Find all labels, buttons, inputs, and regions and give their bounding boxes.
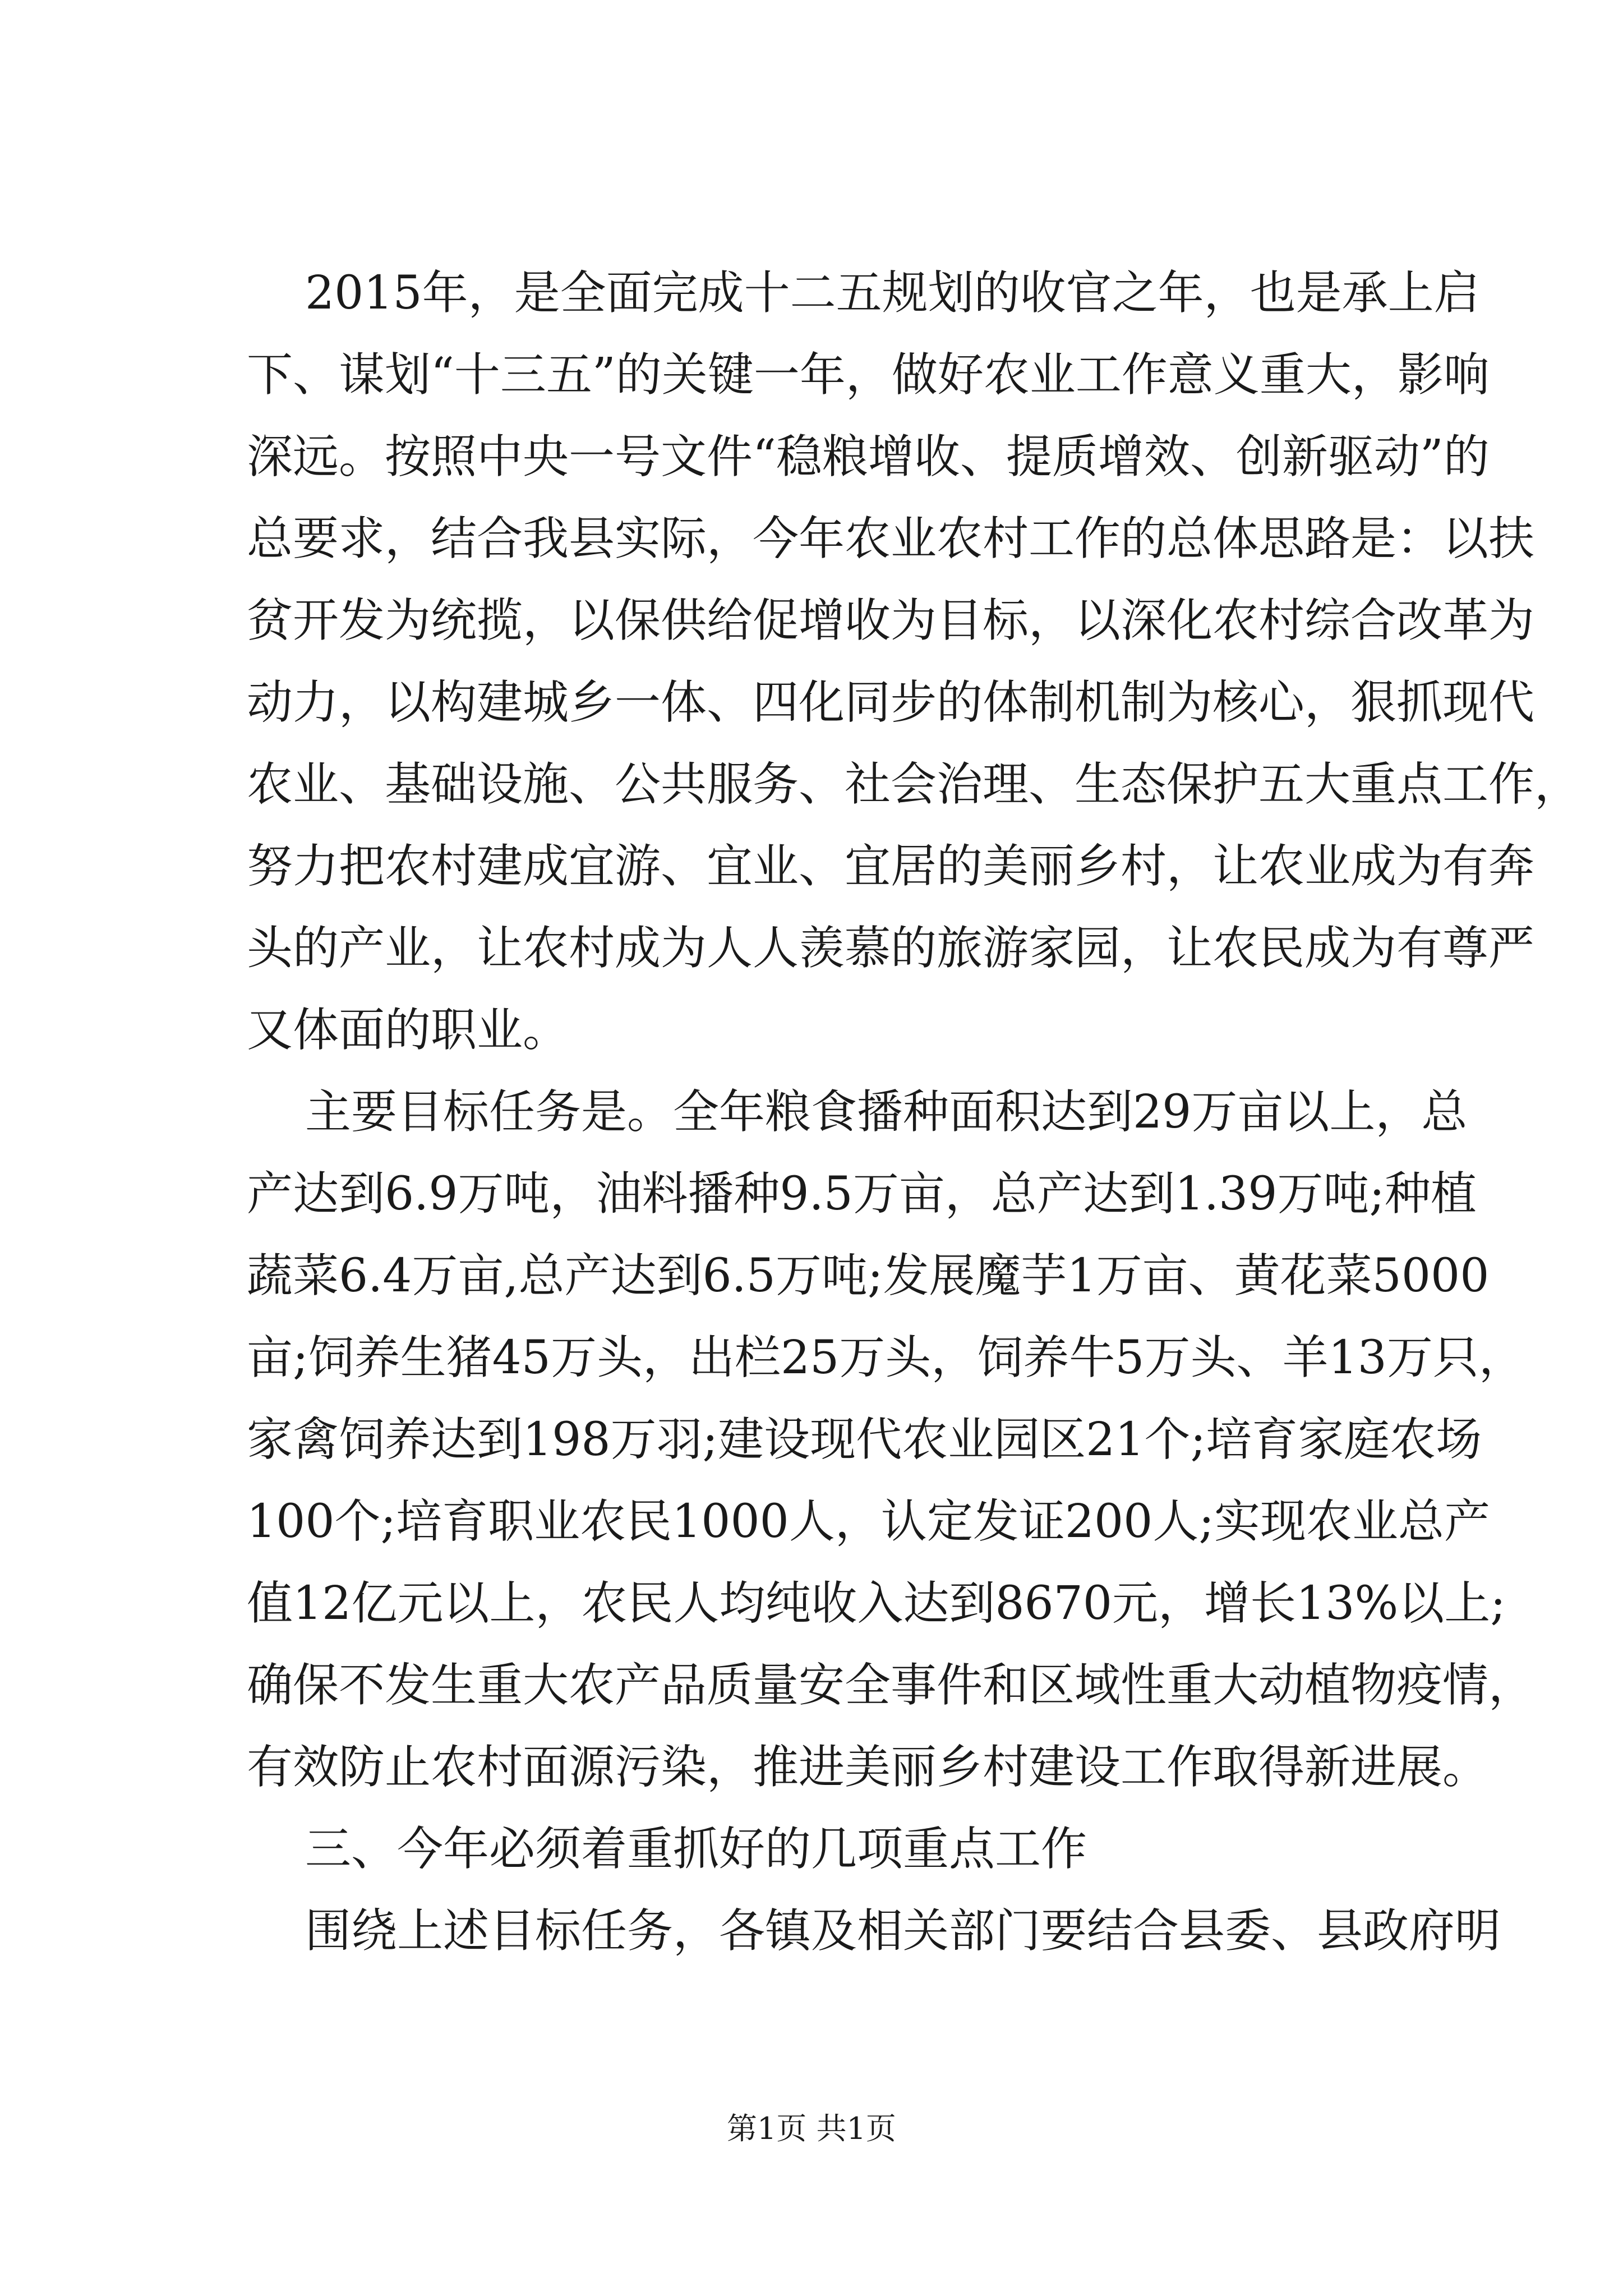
page-number-label: 第1页 共1页 (727, 2111, 896, 2146)
text-line: 下、谋划“十三五”的关键一年，做好农业工作意义重大，影响 (247, 348, 1490, 402)
text-line: 100个;培育职业农民1000人，认定发证200人;实现农业总产 (247, 1495, 1490, 1548)
text-line: 家禽饲养达到198万羽;建设现代农业园区21个;培育家庭农场 (247, 1413, 1482, 1466)
text-line: 头的产业，让农村成为人人羡慕的旅游家园，让农民成为有尊严 (247, 922, 1535, 975)
text-line: 有效防止农村面源污染，推进美丽乡村建设工作取得新进展。 (247, 1741, 1489, 1794)
document-body (247, 252, 1581, 1972)
text-line: 动力，以构建城乡一体、四化同步的体制机制为核心，狠抓现代 (247, 676, 1535, 729)
text-line: 围绕上述目标任务，各镇及相关部门要结合县委、县政府明 (305, 1904, 1501, 1958)
text-line: 确保不发生重大农产品质量安全事件和区域性重大动植物疫情， (247, 1659, 1535, 1712)
text-line: 2015年，是全面完成十二五规划的收官之年，也是承上启 (305, 266, 1480, 320)
text-line: 努力把农村建成宜游、宜业、宜居的美丽乡村，让农业成为有奔 (247, 840, 1535, 893)
section-heading: 三、今年必须着重抓好的几项重点工作 (305, 1823, 1087, 1876)
text-line: 主要目标任务是。全年粮食播种面积达到29万亩以上，总 (305, 1085, 1468, 1139)
paragraph-overall-approach (247, 252, 1581, 1071)
text-line: 值12亿元以上，农民人均纯收入达到8670元，增长13%以上; (247, 1577, 1506, 1630)
page-footer (0, 2109, 1623, 2148)
paragraph-main-targets (247, 1071, 1535, 1809)
text-line: 深远。按照中央一号文件“稳粮增收、提质增效、创新驱动”的 (247, 430, 1490, 484)
text-line: 又体面的职业。 (247, 1004, 569, 1057)
paragraph-work-plan (247, 1890, 1501, 1972)
text-line: 农业、基础设施、公共服务、社会治理、生态保护五大重点工作， (247, 758, 1581, 811)
text-line: 产达到6.9万吨，油料播种9.5万亩，总产达到1.39万吨;种植 (247, 1167, 1477, 1221)
text-line: 贫开发为统揽，以保供给促增收为目标，以深化农村综合改革为 (247, 594, 1535, 647)
text-line: 总要求，结合我县实际，今年农业农村工作的总体思路是：以扶 (247, 512, 1535, 565)
text-line: 蔬菜6.4万亩,总产达到6.5万吨;发展魔芋1万亩、黄花菜5000 (247, 1249, 1490, 1303)
text-line: 亩;饲养生猪45万头，出栏25万头，饲养牛5万头、羊13万只， (247, 1331, 1525, 1384)
